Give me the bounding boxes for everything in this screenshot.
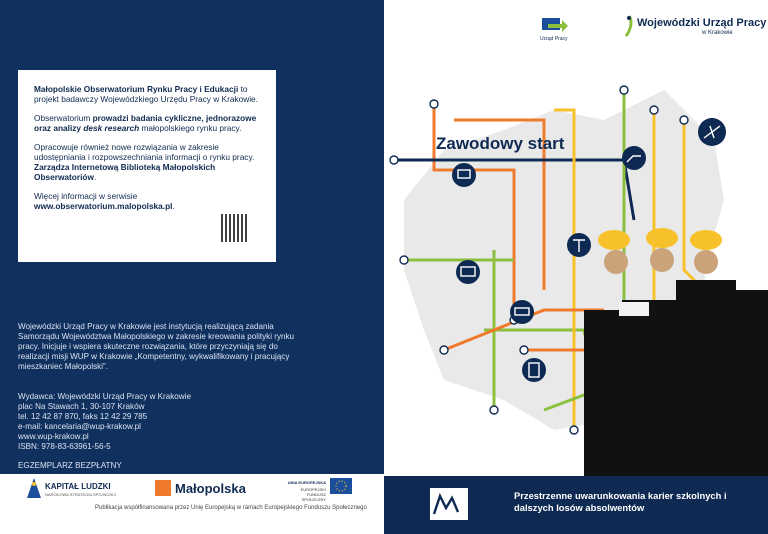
- info-p2-end: małopolskiego rynku pracy.: [139, 123, 242, 133]
- malopolska-icon: [155, 480, 171, 496]
- qr-code: [221, 214, 249, 242]
- info-p3-end: .: [93, 172, 97, 182]
- publisher-line: tel. 12 42 87 870, faks 12 42 29 785: [18, 412, 148, 421]
- info-p4-start: Więcej informacji w serwisie: [34, 191, 138, 201]
- info-p3-start: Opracowuje również nowe rozwiązania w zakresie udostępniania i rozpowszechniania informacji o rynku pracy.: [34, 142, 255, 162]
- cover-title: Zawodowy start: [436, 134, 565, 153]
- description: Wojewódzki Urząd Pracy w Krakowie jest instytucją realizującą zadania Samorządu Województwa Małopolskiego w zakresie kreowania polityki rynku pracy. Inicjuje i wspiera skuteczne rozwiązania, które przyczyniają się do realizacji misji WUP w Krakowie „Kompetentny, wykwalifikowany i pracujący mieszkaniec Małopolski”.: [18, 322, 295, 371]
- malopolska-logo: [155, 480, 247, 498]
- info-p1: to projekt badawczy Wojewódzkiego Urzędu Pracy w Krakowie.: [34, 84, 258, 104]
- wup-logo-icon: [622, 14, 636, 38]
- funding-note: Publikacja współfinansowana przez Unię Europejską w ramach Europejskiego Funduszu Społecznego: [95, 505, 367, 511]
- publisher-line: www.wup-krakow.pl: [18, 432, 89, 441]
- kapital-ludzki-logo: [27, 478, 119, 502]
- malopolska-label: Małopolska: [175, 481, 246, 496]
- cover-subtitle: Przestrzenne uwarunkowania karier szkolnych i dalszych losów absolwentów: [514, 490, 727, 513]
- wup-subtitle: w Krakowie: [702, 30, 733, 36]
- free-copy: EGZEMPLARZ BEZPŁATNY: [18, 461, 122, 470]
- eu-flag-icon: [330, 478, 352, 494]
- ue-title: UNIA EUROPEJSKA: [287, 480, 326, 485]
- ue-sub: EUROPEJSKI FUNDUSZ SPOŁECZNY: [300, 487, 326, 502]
- publisher-line: e-mail: kancelaria@wup-krakow.pl: [18, 422, 141, 431]
- info-p2-italic: desk research: [83, 123, 140, 133]
- info-p1-bold: Małopolskie Obserwatorium Rynku Pracy i Edukacji: [34, 84, 239, 94]
- info-p3-bold: Zarządza Internetową Biblioteką Małopolskich Obserwatoriów: [34, 162, 216, 182]
- urzad-pracy-label: Urząd Pracy: [540, 36, 568, 42]
- info-p4-end: .: [172, 201, 175, 211]
- publisher-info: [18, 392, 268, 452]
- wup-title: Wojewódzki Urząd Pracy: [637, 17, 767, 29]
- urzad-logo: [540, 14, 568, 34]
- publisher-line: plac Na Stawach 1, 30-107 Kraków: [18, 402, 145, 411]
- ue-logo: [282, 478, 354, 502]
- info-link[interactable]: www.obserwatorium.malopolska.pl: [34, 201, 173, 211]
- publisher-line: ISBN: 978-83-63961-56-5: [18, 442, 111, 451]
- publisher-line: Wydawca: Wojewódzki Urząd Pracy w Krakowie: [18, 392, 191, 401]
- kapital-sub: NARODOWA STRATEGIA SPÓJNOŚCI: [45, 492, 117, 497]
- kapital-label: KAPITAŁ LUDZKI: [45, 482, 111, 491]
- metro-map: [384, 50, 768, 480]
- info-p2-start: Obserwatorium: [34, 113, 93, 123]
- info-p2-bold: prowadzi badania cykliczne, jednorazowe oraz analizy: [34, 113, 257, 133]
- observatory-logo: [430, 488, 468, 520]
- year: 2013: [410, 18, 455, 40]
